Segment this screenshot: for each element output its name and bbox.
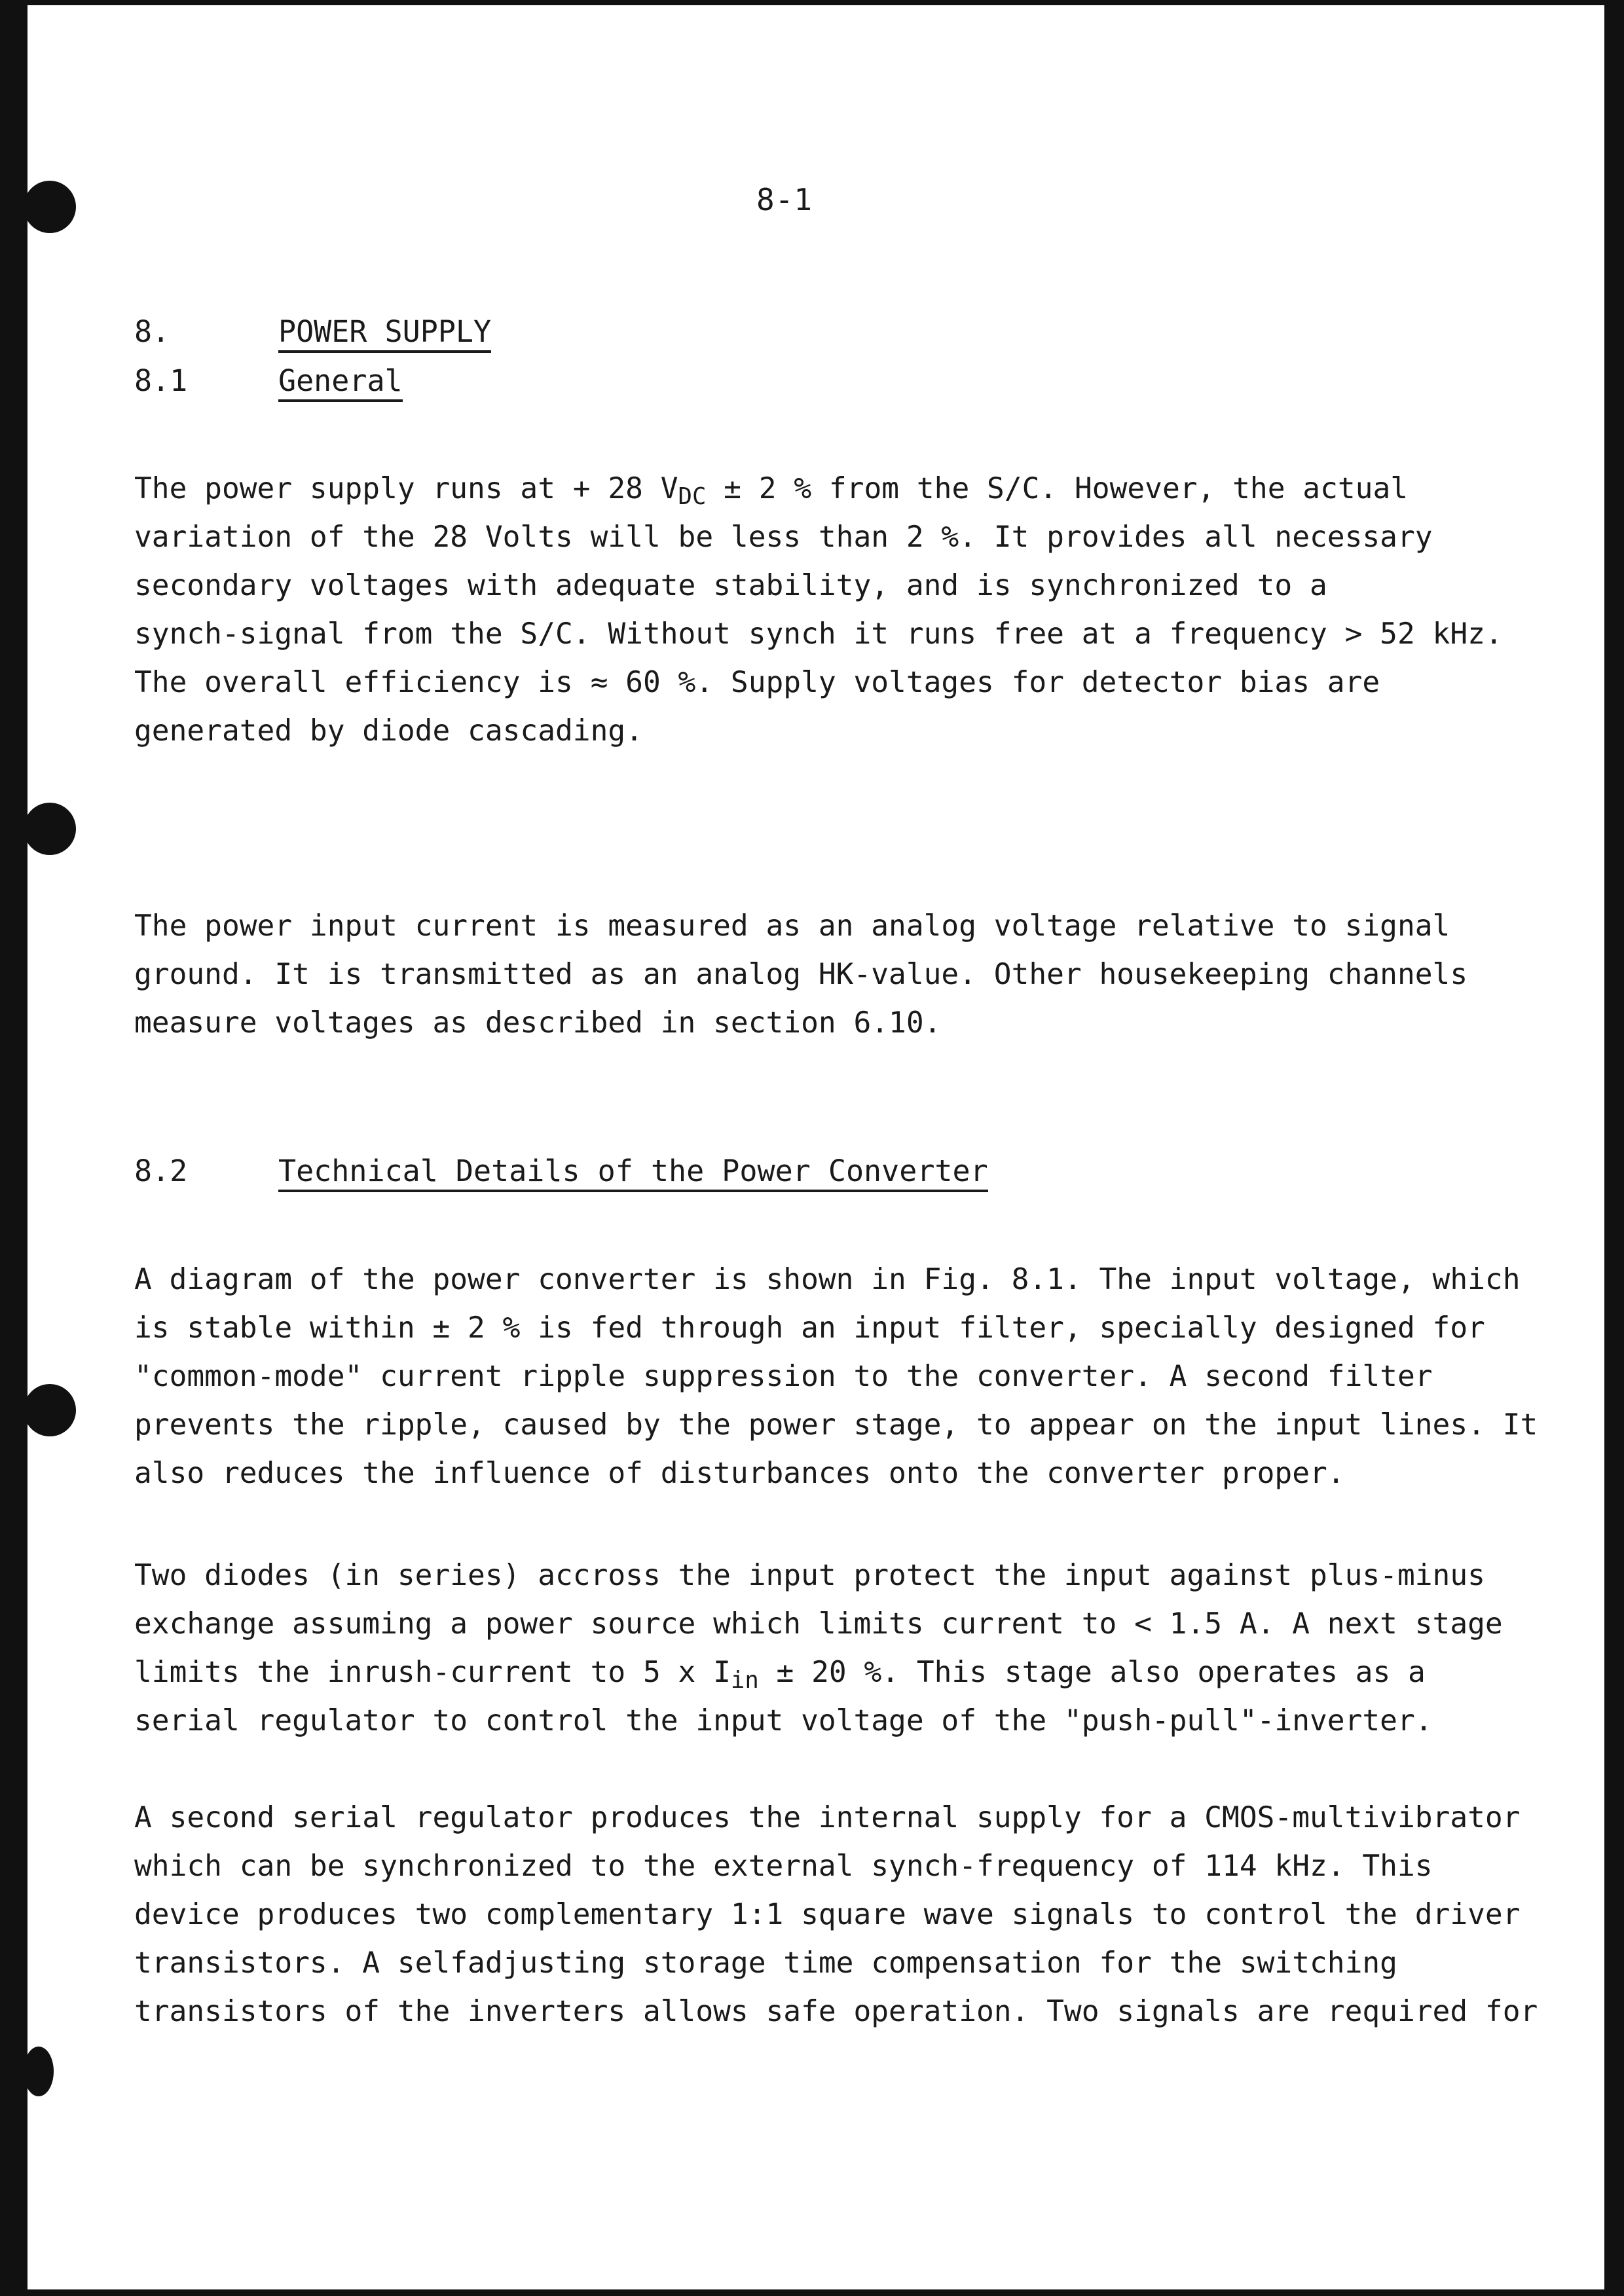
- text-line: prevents the ripple, caused by the power stage, to appear on the input lines. It: [134, 1408, 1538, 1442]
- paragraph-general-overview: [134, 465, 1503, 756]
- text-line: device produces two complementary 1:1 square wave signals to control the driver: [134, 1898, 1521, 1931]
- text-line: transistors of the inverters allows safe operation. Two signals are required for: [134, 1995, 1538, 2028]
- punch-hole: [24, 2047, 54, 2096]
- text-line: The power input current is measured as an analog voltage relative to signal: [134, 909, 1450, 943]
- scan-border-left: [0, 0, 28, 2296]
- text-line: The power supply runs at + 28 $V_{DC} \pm 2$ % from the S/C. However, the actual: [134, 472, 1409, 510]
- text-line: generated by diode cascading.: [134, 714, 643, 748]
- scan-border-top: [0, 0, 1624, 5]
- punch-hole: [24, 803, 76, 855]
- paragraph-multivibrator: [134, 1794, 1538, 2036]
- text-line: also reduces the influence of disturbances onto the converter proper.: [134, 1457, 1345, 1490]
- text-line: exchange assuming a power source which limits current to < 1.5 A. A next stage: [134, 1607, 1503, 1641]
- text-line: A diagram of the power converter is shown in Fig. 8.1. The input voltage, which: [134, 1263, 1521, 1296]
- punch-hole: [24, 181, 76, 233]
- text-line: A second serial regulator produces the internal supply for a CMOS-multivibrator: [134, 1801, 1521, 1834]
- text-line: "common-mode" current ripple suppression to the converter. A second filter: [134, 1360, 1433, 1393]
- text-line: which can be synchronized to the external synch-frequency of 114 kHz. This: [134, 1850, 1433, 1883]
- page-number: 8-1: [756, 182, 813, 217]
- text-line: Two diodes (in series) accross the input protect the input against plus-minus: [134, 1559, 1485, 1592]
- scan-border-right: [1604, 0, 1624, 2296]
- text-line: limits the inrush-current to 5 x $I_{in} \pm 20$ %. This stage also operates as a: [134, 1656, 1426, 1694]
- text-line: secondary voltages with adequate stability, and is synchronized to a: [134, 569, 1327, 602]
- scan-border-bottom: [0, 2289, 1624, 2296]
- text-line: The overall efficiency is ≈ 60 %. Supply voltages for detector bias are: [134, 666, 1380, 699]
- text-line: transistors. A selfadjusting storage time compensation for the switching: [134, 1946, 1397, 1980]
- section-title: General: [278, 363, 403, 402]
- text-line: serial regulator to control the input voltage of the "push-pull"-inverter.: [134, 1704, 1433, 1738]
- text-line: synch-signal from the S/C. Without synch it runs free at a frequency > 52 kHz.: [134, 617, 1503, 651]
- section-title: POWER SUPPLY: [278, 314, 491, 353]
- punch-hole: [24, 1384, 76, 1436]
- section-number: 8.1: [134, 363, 188, 398]
- section-title: Technical Details of the Power Converter: [278, 1154, 988, 1192]
- text-line: is stable within ± 2 % is fed through an input filter, specially designed for: [134, 1311, 1485, 1345]
- text-line: ground. It is transmitted as an analog HK-value. Other housekeeping channels: [134, 958, 1468, 991]
- text-line: measure voltages as described in section 6.10.: [134, 1006, 942, 1040]
- text-line: variation of the 28 Volts will be less than 2 %. It provides all necessary: [134, 520, 1433, 554]
- paragraph-converter-diagram: [134, 1256, 1538, 1498]
- section-number: 8.2: [134, 1154, 188, 1188]
- paragraph-input-protection: [134, 1552, 1503, 1745]
- section-number: 8.: [134, 314, 170, 349]
- paragraph-input-current: [134, 902, 1483, 1048]
